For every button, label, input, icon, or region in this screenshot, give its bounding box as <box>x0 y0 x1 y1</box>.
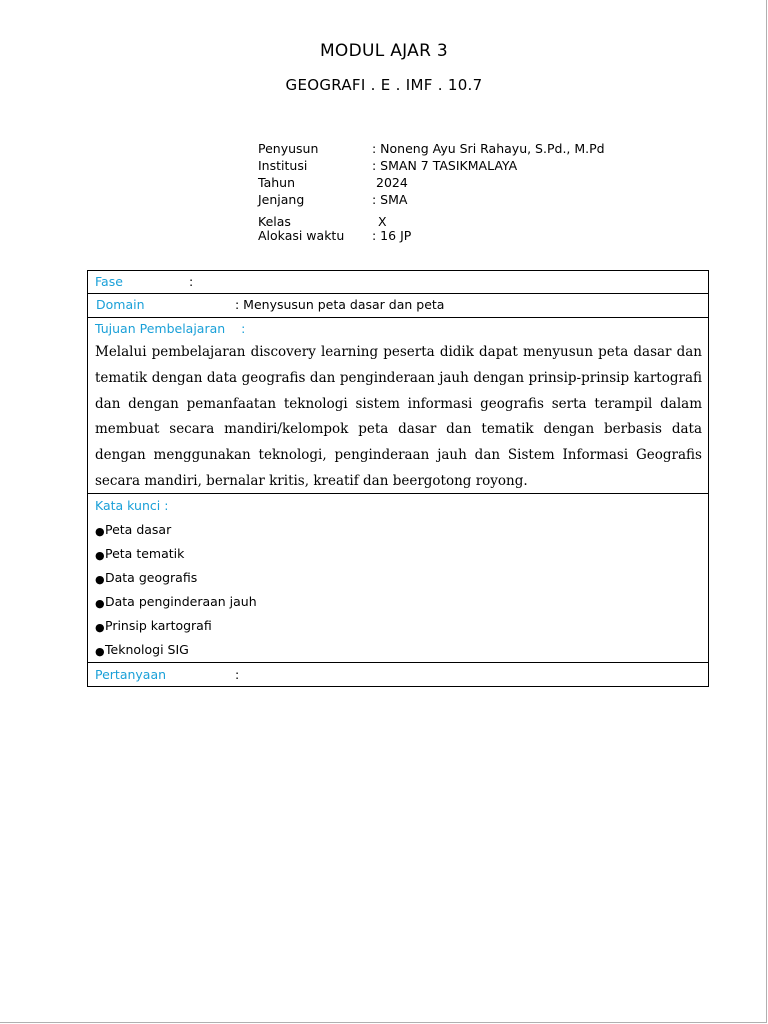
fase-label: Fase <box>95 274 123 289</box>
keyword-text: Prinsip kartografi <box>105 618 212 633</box>
domain-row <box>88 294 708 318</box>
fase-row <box>88 271 708 294</box>
bullet-icon: ● <box>95 621 105 634</box>
bullet-icon: ● <box>95 645 105 658</box>
meta-label: Jenjang <box>258 192 305 207</box>
pertanyaan-label: Pertanyaan <box>95 667 167 682</box>
fase-colon: : <box>189 274 194 289</box>
pertanyaan-colon: : <box>235 667 240 682</box>
kata-kunci-row <box>88 494 708 663</box>
keyword-text: Data penginderaan jauh <box>105 594 257 609</box>
meta-value: : Noneng Ayu Sri Rahayu, S.Pd., M.Pd <box>372 141 605 156</box>
meta-label: Tahun <box>258 175 295 190</box>
keyword-text: Teknologi SIG <box>105 642 189 657</box>
bullet-icon: ● <box>95 573 105 586</box>
tujuan-label: Tujuan Pembelajaran : <box>95 321 246 336</box>
keyword-text: Peta tematik <box>105 546 185 561</box>
pertanyaan-row <box>88 663 708 686</box>
meta-value: X <box>378 214 387 229</box>
meta-value: : SMA <box>372 192 408 207</box>
bullet-icon: ● <box>95 597 105 610</box>
meta-value: 2024 <box>376 175 408 190</box>
meta-value: : 16 JP <box>372 228 412 243</box>
module-table <box>87 270 709 687</box>
meta-label: Institusi <box>258 158 308 173</box>
meta-label: Alokasi waktu <box>258 228 345 243</box>
meta-label: Penyusun <box>258 141 319 156</box>
keyword-text: Peta dasar <box>105 522 172 537</box>
tujuan-row <box>88 318 708 494</box>
kata-kunci-label: Kata kunci : <box>95 498 169 513</box>
bullet-icon: ● <box>95 549 105 562</box>
keyword-text: Data geografis <box>105 570 198 585</box>
document-title: MODUL AJAR 3 <box>319 41 449 61</box>
tujuan-paragraph: Melalui pembelajaran discovery learning peserta didik dapat menyusun peta dasar dan tematik dengan data geografis dan penginderaan jauh dengan prinsip-prinsip kartografi dan dengan pemanfaatan teknologi sistem informasi geografis serta terampil dalam membuat secara mandiri/kelompok peta dasar dan tematik dengan berbasis data dengan menggunakan teknologi, penginderaan jauh dan Sistem Informasi Geografis secara mandiri, bernalar kritis, kreatif dan beergotong royong. <box>95 344 702 489</box>
bullet-icon: ● <box>95 525 105 538</box>
domain-value: : Menysusun peta dasar dan peta <box>235 297 445 312</box>
meta-label: Kelas <box>258 214 291 229</box>
meta-value: : SMAN 7 TASIKMALAYA <box>372 158 518 173</box>
document-subtitle: GEOGRAFI . E . IMF . 10.7 <box>285 76 483 94</box>
domain-label: Domain <box>96 297 145 312</box>
